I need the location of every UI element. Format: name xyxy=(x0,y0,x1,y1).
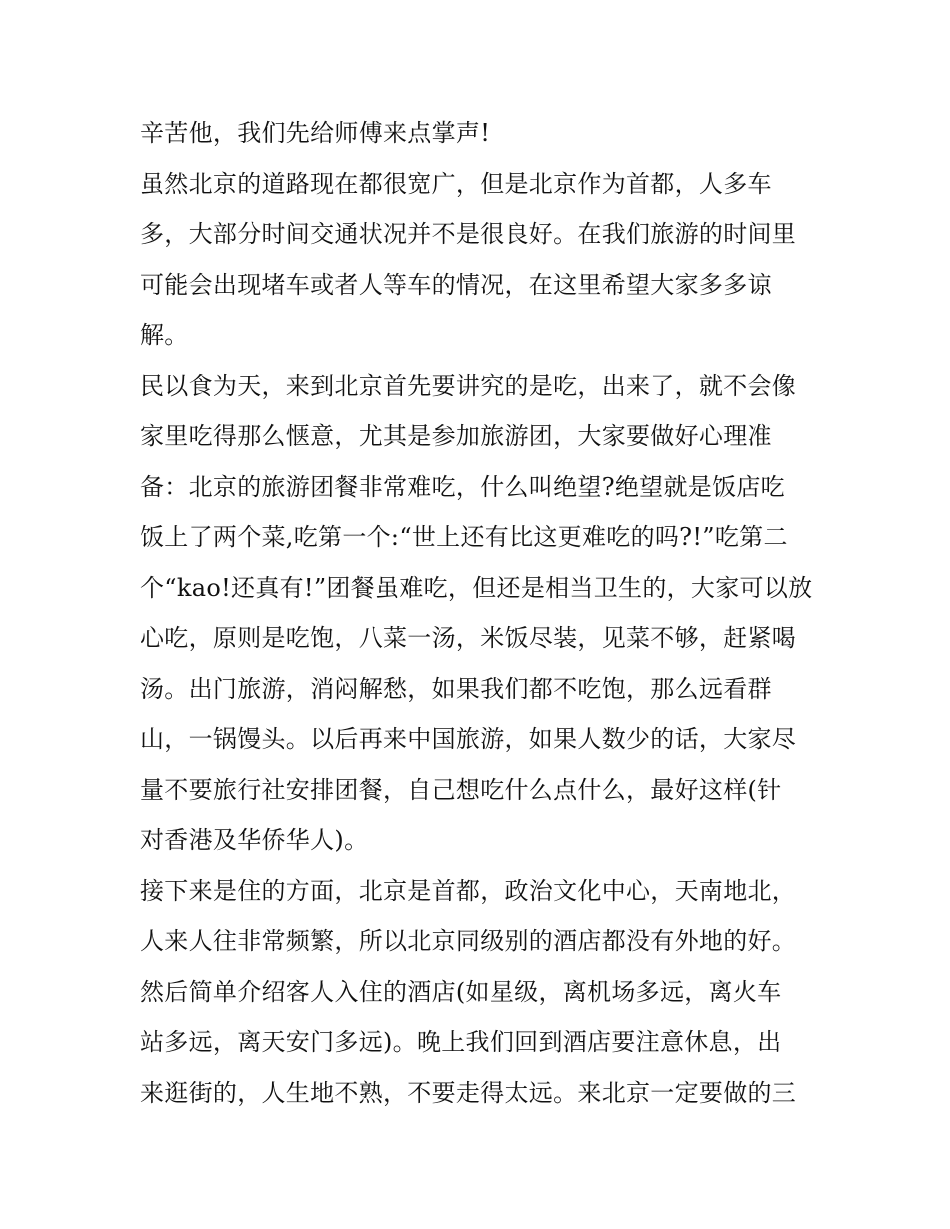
text-line: 饭上了两个菜,吃第一个:“世上还有比这更难吃的吗?!”吃第二 xyxy=(140,523,788,551)
text-line: 辛苦他，我们先给师傅来点掌声! xyxy=(140,119,491,147)
text-line: 站多远，离天安门多远)。晚上我们回到酒店要注意休息，出 xyxy=(140,1028,782,1056)
text-line: 山，一锅馒头。以后再来中国旅游，如果人数少的话，大家尽 xyxy=(140,725,797,753)
text-line: 可能会出现堵车或者人等车的情况，在这里希望大家多多谅 xyxy=(140,270,772,299)
text-line: 解。 xyxy=(140,321,189,349)
paragraph-food xyxy=(140,361,820,866)
text-line: 民以食为天，来到北京首先要讲究的是吃，出来了，就不会像 xyxy=(140,371,797,400)
paragraph-traffic xyxy=(140,159,820,361)
document-body xyxy=(140,108,820,1118)
text-line: 虽然北京的道路现在都很宽广，但是北京作为首都，人多车 xyxy=(140,169,772,198)
text-line: 个“kao!还真有!”团餐虽难吃，但还是相当卫生的，大家可以放 xyxy=(140,573,813,602)
text-line: 量不要旅行社安排团餐，自己想吃什么点什么，最好这样(针 xyxy=(140,775,782,804)
paragraph-applause xyxy=(140,108,820,159)
text-line: 汤。出门旅游，消闷解愁，如果我们都不吃饱，那么远看群 xyxy=(140,674,772,703)
text-line: 备：北京的旅游团餐非常难吃，什么叫绝望?绝望就是饭店吃 xyxy=(140,472,785,501)
text-line: 对香港及华侨华人)。 xyxy=(140,826,369,854)
text-line: 家里吃得那么惬意，尤其是参加旅游团，大家要做好心理准 xyxy=(140,422,772,450)
paragraph-accommodation xyxy=(140,866,820,1119)
text-line: 来逛街的，人生地不熟，不要走得太远。来北京一定要做的三 xyxy=(140,1078,797,1107)
text-line: 人来人往非常频繁，所以北京同级别的酒店都没有外地的好。 xyxy=(140,927,797,955)
text-line: 心吃，原则是吃饱，八菜一汤，米饭尽装，见菜不够，赶紧喝 xyxy=(140,624,797,652)
text-line: 多，大部分时间交通状况并不是很良好。在我们旅游的时间里 xyxy=(140,220,797,248)
text-line: 然后简单介绍客人入住的酒店(如星级，离机场多远，离火车 xyxy=(140,977,782,1006)
text-line: 接下来是住的方面，北京是首都，政治文化中心，天南地北， xyxy=(140,876,797,905)
